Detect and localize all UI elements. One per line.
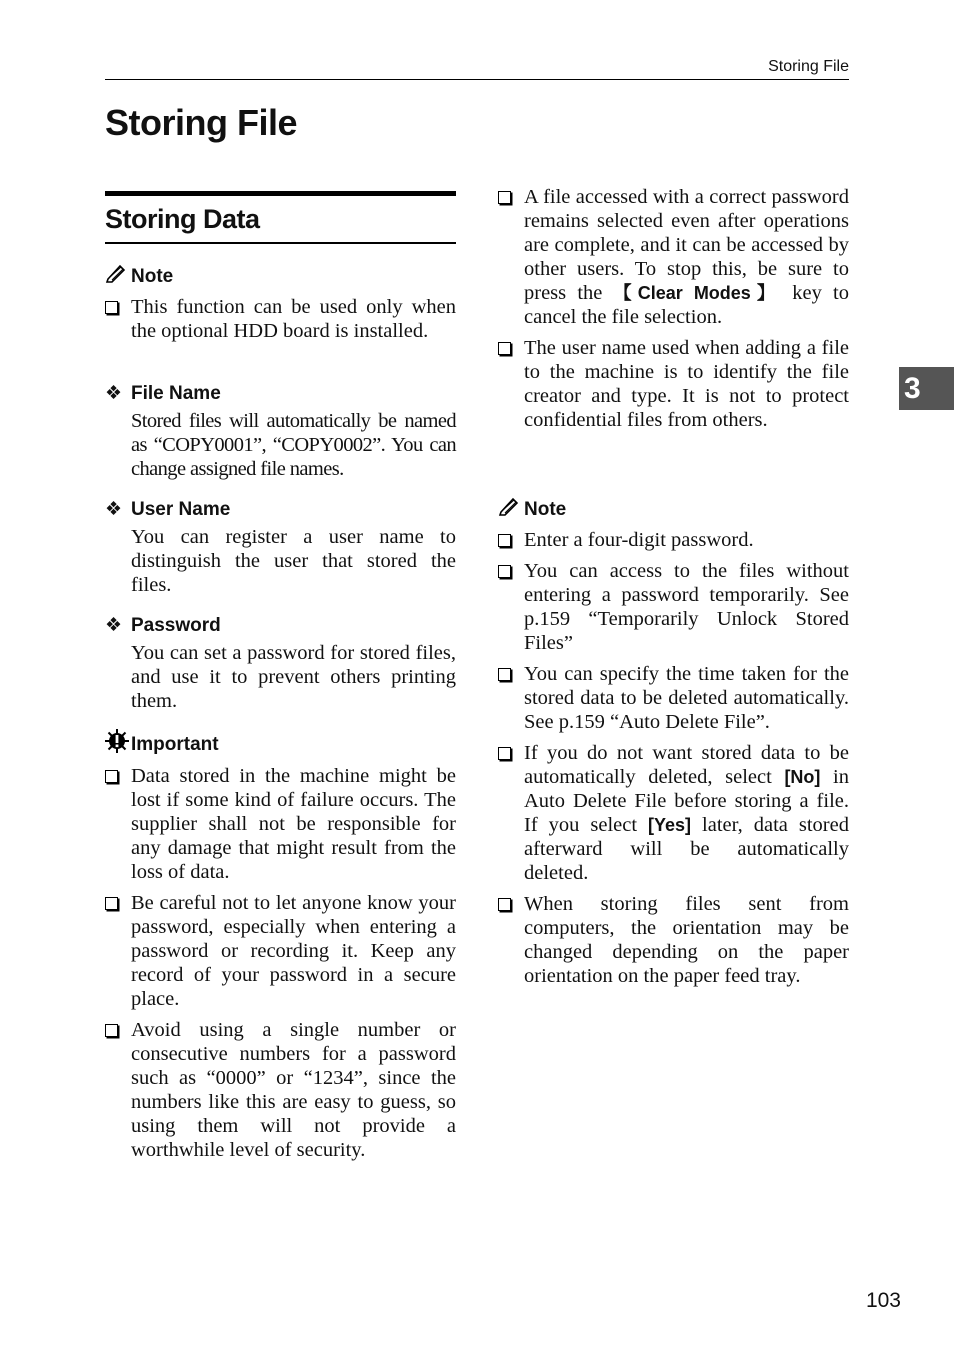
- list-item: This function can be used only when the optional HDD board is installed.: [105, 295, 456, 343]
- diamond-bullet-icon: ❖: [105, 615, 123, 636]
- right-note-block: [498, 496, 849, 988]
- list-item: Be careful not to let anyone know your password, especially when entering a password or recording it. Keep any record of your password in a secure place.: [105, 891, 456, 1011]
- subheading-file-name: ❖ File Name: [105, 383, 221, 404]
- pencil-icon: [498, 496, 524, 523]
- list-item: If you do not want stored data to be automatically deleted, select [No] in Auto Delete File before storing a file. If you select [Yes] later, data stored afterward will be automatically deleted.: [498, 741, 849, 885]
- list-item: You can specify the time taken for the stored data to be deleted automatically. See p.159 “Auto Delete File”.: [498, 662, 849, 734]
- note-heading: [498, 496, 849, 523]
- user-name-text: You can register a user name to distinguish the user that stored the files.: [131, 526, 456, 596]
- subheading-password: ❖ Password: [105, 615, 221, 636]
- checkbox-bullet-icon: [498, 668, 511, 681]
- checkbox-bullet-icon: [105, 301, 118, 314]
- note-label: Note: [131, 265, 174, 287]
- yes-key-label: [Yes]: [648, 815, 692, 835]
- password-block: [105, 614, 456, 713]
- checkbox-bullet-icon: [498, 342, 511, 355]
- list-item: A file accessed with a correct password remains selected even after operations are complete, and it can be accessed by other users. To stop this, be sure to press the 【Clear Modes】 key to cancel the file selection.: [498, 185, 849, 329]
- left-note-block: [105, 263, 456, 343]
- checkbox-bullet-icon: [498, 565, 511, 578]
- list-item: Data stored in the machine might be lost if some kind of failure occurs. The supplier shall not be responsible for any damage that might result from the loss of data.: [105, 764, 456, 884]
- checkbox-bullet-icon: [498, 898, 511, 911]
- checkbox-bullet-icon: [105, 1024, 118, 1037]
- important-icon: [105, 729, 131, 760]
- important-block: [105, 729, 456, 1162]
- chapter-tab: 3: [899, 367, 954, 410]
- page-number: 103: [865, 1289, 901, 1312]
- no-key-label: [No]: [784, 767, 821, 787]
- diamond-bullet-icon: ❖: [105, 499, 123, 520]
- section-title: Storing Data: [105, 204, 260, 234]
- subheading-user-name: ❖ User Name: [105, 499, 231, 520]
- list-item: Avoid using a single number or consecutive numbers for a password such as “0000” or “1234”, since the numbers like this are easy to guess, so using them will not provide a worthwhile level of security.: [105, 1018, 456, 1162]
- checkbox-bullet-icon: [498, 747, 511, 760]
- checkbox-bullet-icon: [498, 534, 511, 547]
- list-item: The user name used when adding a file to the machine is to identify the file creator and type. It is not to protect confidential files from others.: [498, 336, 849, 432]
- page-title: Storing File: [105, 102, 297, 143]
- password-text: You can set a password for stored files, and use it to prevent others printing them.: [131, 642, 456, 712]
- user-name-block: [105, 498, 456, 597]
- checkbox-bullet-icon: [105, 897, 118, 910]
- running-header-title: Storing File: [768, 58, 849, 75]
- pencil-icon: [105, 263, 131, 290]
- note-heading: [105, 263, 456, 290]
- important-heading: Important: [105, 729, 456, 760]
- running-header: [105, 58, 849, 80]
- list-item: When storing files sent from computers, the orientation may be changed depending on the paper orientation on the paper feed tray.: [498, 892, 849, 988]
- list-item: Enter a four-digit password.: [498, 528, 849, 552]
- diamond-bullet-icon: ❖: [105, 383, 123, 404]
- file-name-text: Stored files will automatically be named as “COPY0001”, “COPY0002”. You can change assigned file names.: [131, 410, 456, 480]
- list-item: You can access to the files without entering a password temporarily. See p.159 “Temporarily Unlock Stored Files”: [498, 559, 849, 655]
- clear-modes-key-label: 【Clear Modes】: [613, 283, 782, 303]
- section-heading: [105, 191, 456, 244]
- checkbox-bullet-icon: [498, 191, 511, 204]
- note-label: Note: [524, 498, 567, 520]
- right-top-list: [498, 185, 849, 432]
- checkbox-bullet-icon: [105, 770, 118, 783]
- file-name-block: [105, 382, 456, 481]
